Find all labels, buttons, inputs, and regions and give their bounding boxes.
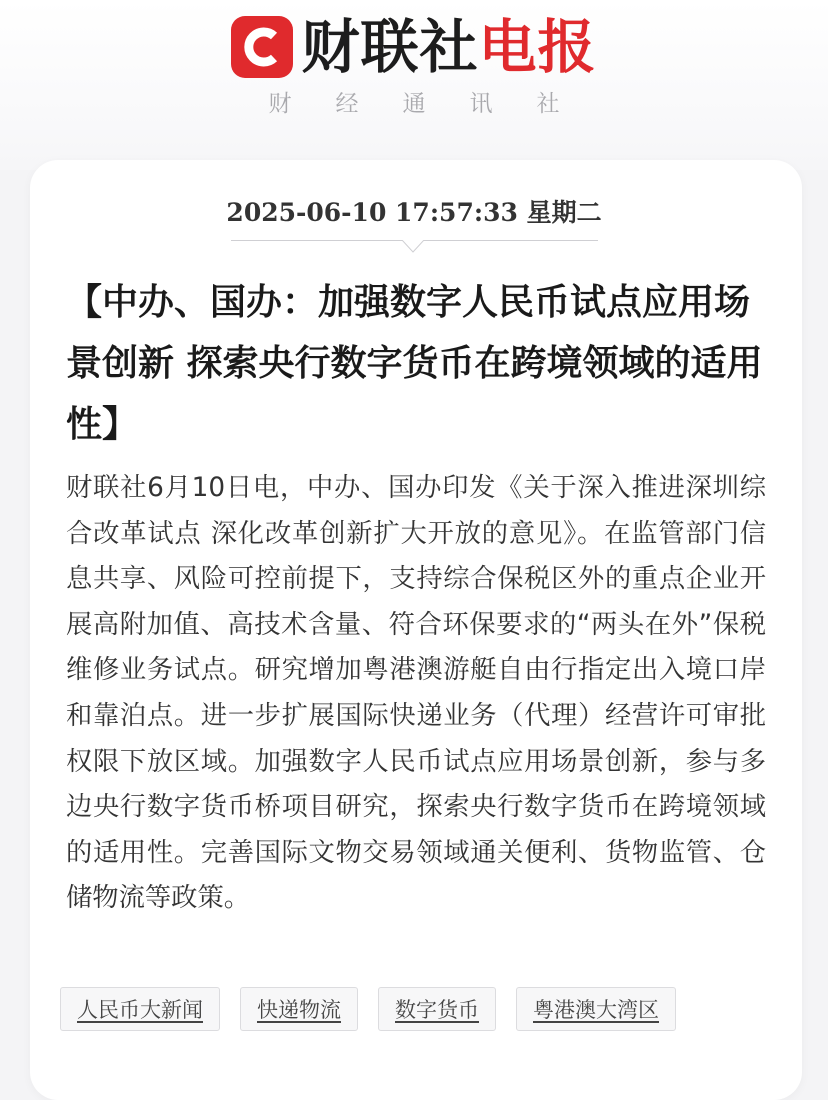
date-divider-notch	[402, 240, 424, 254]
brand-tagline: 财经通讯社	[268, 91, 604, 117]
brand-name: 财联社	[301, 13, 479, 81]
tag-rmb-news[interactable]: 人民币大新闻	[60, 987, 220, 1031]
brand-logo	[0, 8, 828, 86]
tag-digital-currency[interactable]: 数字货币	[378, 987, 496, 1031]
article-body: 财联社6月10日电，中办、国办印发《关于深入推进深圳综合改革试点 深化改革创新扩大开放的意见》。在监管部门信息共享、风险可控前提下，支持综合保税区外的重点企业开展高附加值、高技术含量、符合环保要求的“两头在外”保税维修业务试点。研究增加粤港澳游艇自由行指定出入境口岸和靠泊点。进一步扩展国际快递业务（代理）经营许可审批权限下放区域。加强数字人民币试点应用场景创新，参与多边央行数字货币桥项目研究，探索央行数字货币在跨境领域的适用性。完善国际文物交易领域通关便利、货物监管、仓储物流等政策。	[66, 473, 766, 914]
tag-greater-bay-area[interactable]: 粤港澳大湾区	[516, 987, 676, 1031]
tag-express-logistics[interactable]: 快递物流	[240, 987, 358, 1031]
article-datetime: 2025-06-10 17:57:33 星期二	[226, 198, 602, 227]
app-header	[0, 0, 828, 170]
brand-suffix: 电报	[478, 13, 597, 81]
article-headline: 【中办、国办：加强数字人民币试点应用场景创新 探索央行数字货币在跨境领域的适用性】	[66, 282, 763, 445]
cls-c-logo-icon	[231, 16, 293, 78]
article-tags	[60, 987, 676, 1031]
